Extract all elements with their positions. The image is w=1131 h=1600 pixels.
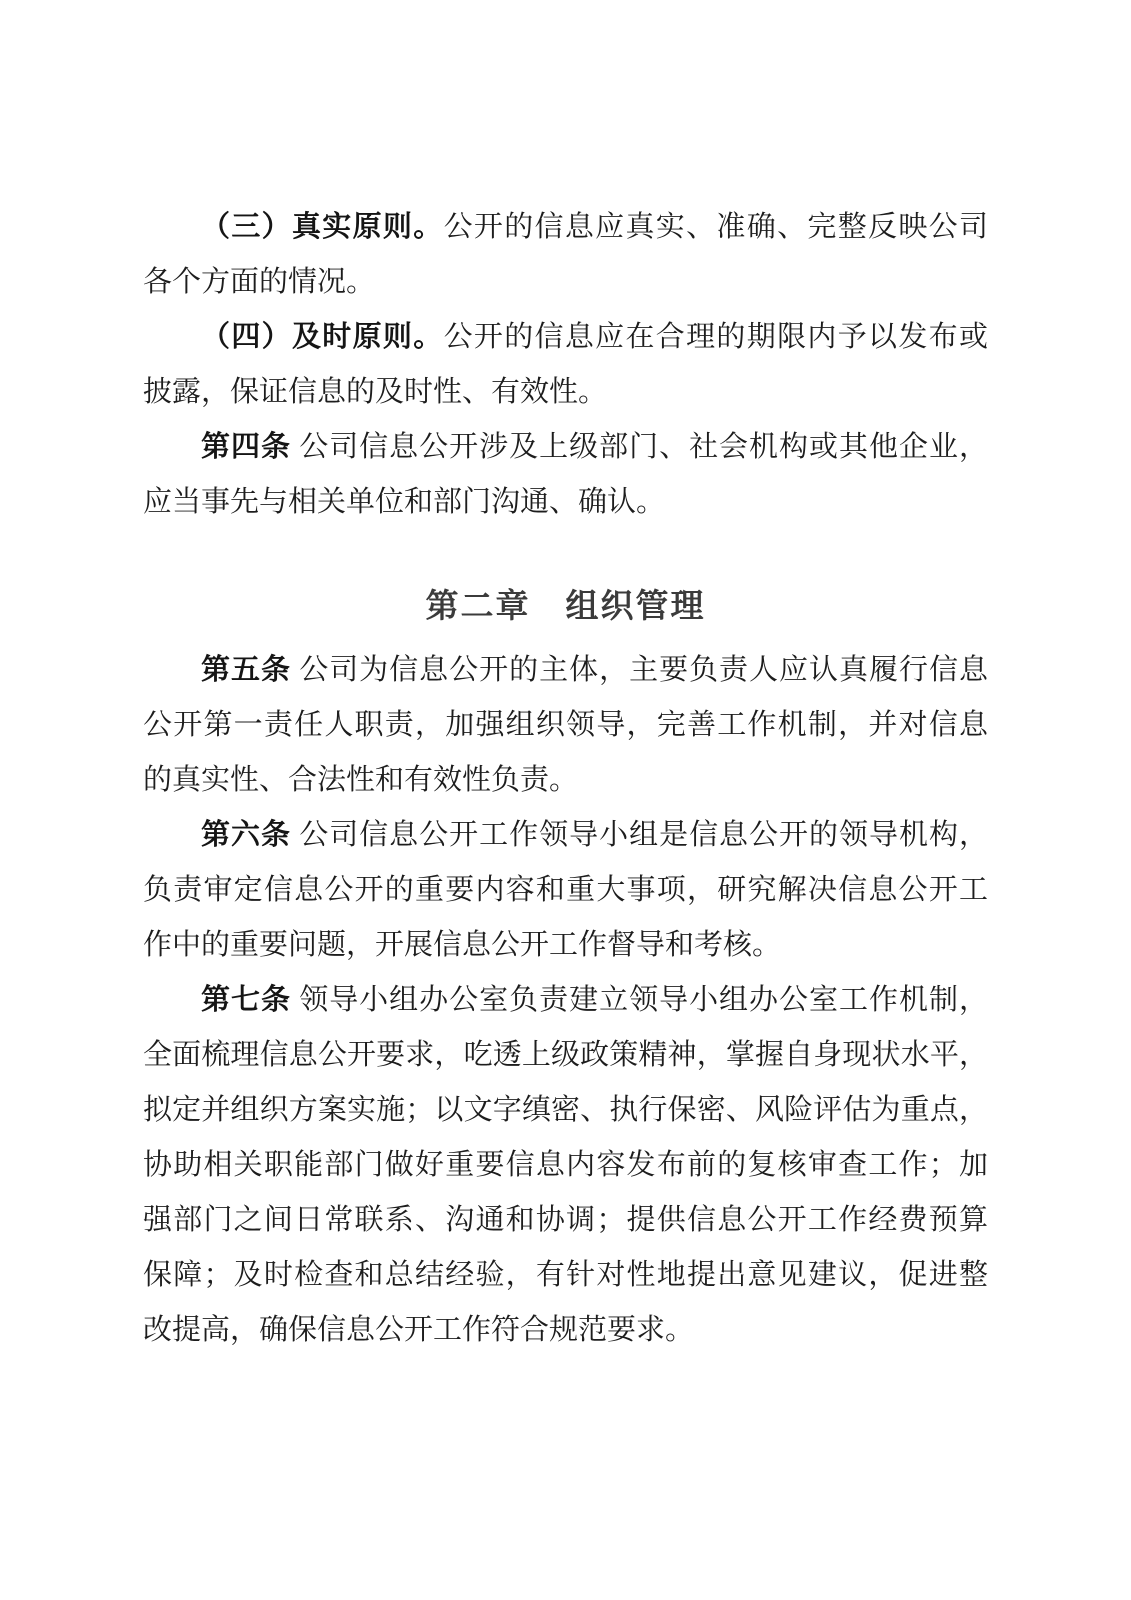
paragraph (143, 643, 988, 808)
text-line: 全面梳理信息公开要求，吃透上级政策精神，掌握自身现状水平， (143, 1039, 988, 1071)
text-line: 公开第一责任人职责，加强组织领导，完善工作机制，并对信息 (143, 709, 988, 741)
text-line: 第四条 公司信息公开涉及上级部门、社会机构或其他企业， (201, 431, 988, 463)
text-line: （四）及时原则。公开的信息应在合理的期限内予以发布或 (201, 321, 988, 353)
text-line: 应当事先与相关单位和部门沟通、确认。 (143, 486, 666, 518)
bold-label: 第五条 (201, 654, 291, 686)
text-line: （三）真实原则。公开的信息应真实、准确、完整反映公司 (201, 211, 988, 243)
text-line: 作中的重要问题，开展信息公开工作督导和考核。 (143, 929, 782, 961)
paragraph (143, 310, 988, 420)
text-line: 披露，保证信息的及时性、有效性。 (143, 376, 608, 408)
chapter-heading: 第二章 组织管理 (425, 587, 706, 624)
text-line: 第五条 公司为信息公开的主体，主要负责人应认真履行信息 (201, 654, 988, 686)
paragraph (143, 973, 988, 1358)
text-line: 第六条 公司信息公开工作领导小组是信息公开的领导机构， (201, 819, 988, 851)
paragraph (143, 420, 988, 530)
paragraph (143, 200, 988, 310)
text-line: 协助相关职能部门做好重要信息内容发布前的复核审查工作；加 (143, 1149, 988, 1181)
bold-label: 第七条 (201, 984, 291, 1016)
bold-label: （四）及时原则。 (201, 321, 444, 353)
bold-label: （三）真实原则。 (201, 211, 444, 243)
bold-label: 第六条 (201, 819, 291, 851)
text-line: 改提高，确保信息公开工作符合规范要求。 (143, 1314, 695, 1346)
paragraph (143, 808, 988, 973)
text-line: 负责审定信息公开的重要内容和重大事项，研究解决信息公开工 (143, 874, 988, 906)
text-line: 拟定并组织方案实施；以文字缜密、执行保密、风险评估为重点， (143, 1094, 988, 1126)
text-line: 各个方面的情况。 (143, 266, 376, 298)
bold-label: 第四条 (201, 431, 291, 463)
text-line: 第七条 领导小组办公室负责建立领导小组办公室工作机制， (201, 984, 988, 1016)
text-line: 保障；及时检查和总结经验，有针对性地提出意见建议，促进整 (143, 1259, 988, 1291)
text-line: 的真实性、合法性和有效性负责。 (143, 764, 579, 796)
text-line: 强部门之间日常联系、沟通和协调；提供信息公开工作经费预算 (143, 1204, 988, 1236)
document-content (143, 200, 988, 1358)
